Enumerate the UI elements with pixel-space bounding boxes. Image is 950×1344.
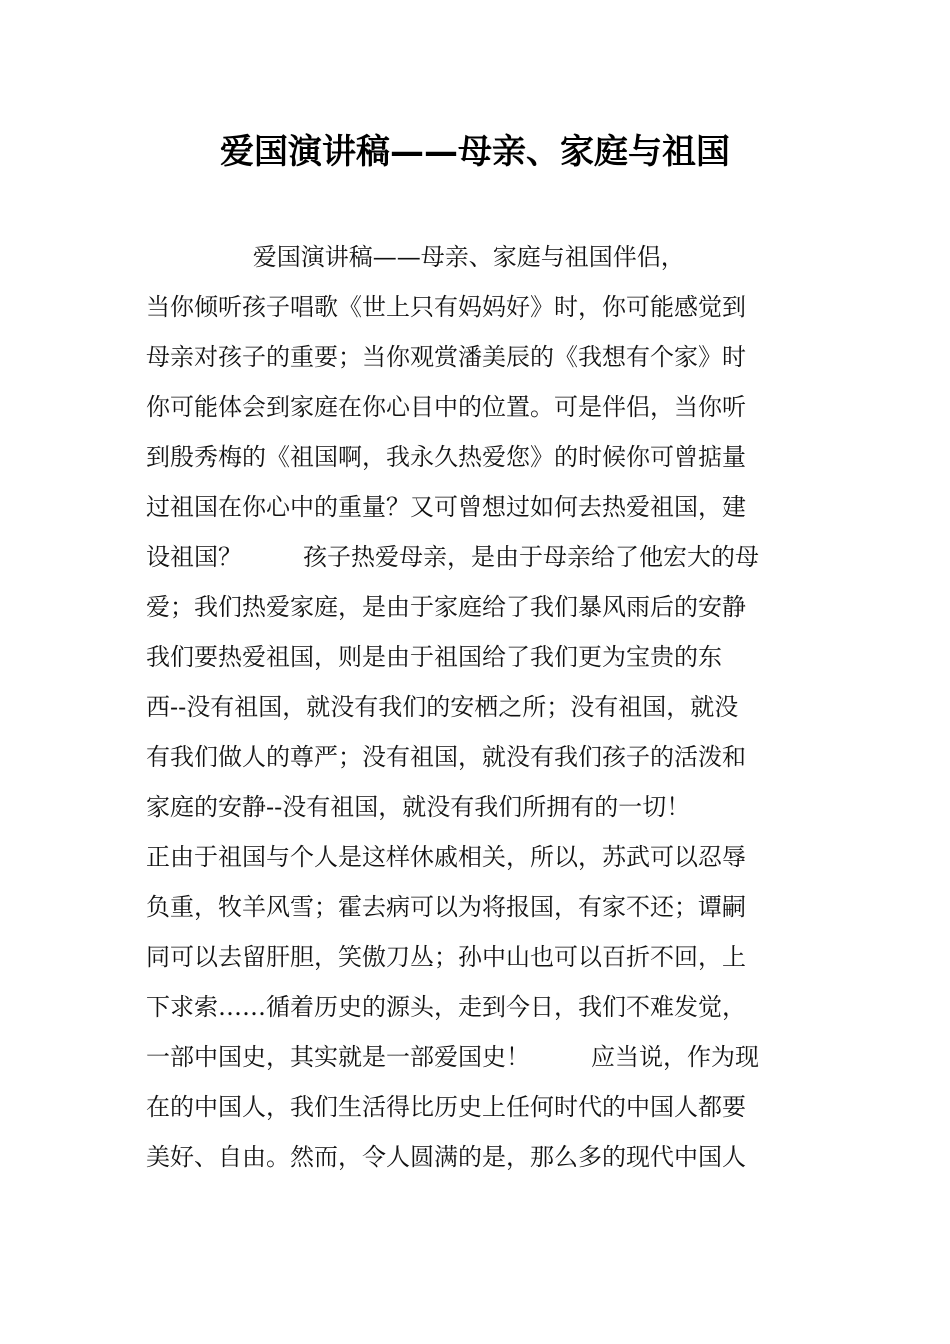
body-line: 下求索……循着历史的源头，走到今日，我们不难发觉， <box>146 993 746 1021</box>
document-body <box>146 232 806 1182</box>
body-line: 我们要热爱祖国，则是由于祖国给了我们更为宝贵的东 <box>146 643 722 671</box>
body-line: 西--没有祖国，就没有我们的安栖之所；没有祖国，就没 <box>146 693 739 721</box>
body-line: 一部中国史，其实就是一部爱国史！ 应当说，作为现 <box>146 1043 760 1071</box>
body-line: 当你倾听孩子唱歌《世上只有妈妈好》时，你可能感觉到 <box>146 293 746 321</box>
body-line: 爱；我们热爱家庭，是由于家庭给了我们暴风雨后的安静 <box>146 593 746 621</box>
body-line: 美好、自由。然而，令人圆满的是，那么多的现代中国人 <box>146 1143 746 1171</box>
body-line: 在的中国人，我们生活得比历史上任何时代的中国人都要 <box>146 1093 746 1121</box>
body-line: 有我们做人的尊严；没有祖国，就没有我们孩子的活泼和 <box>146 743 746 771</box>
body-line: 过祖国在你心中的重量？又可曾想过如何去热爱祖国，建 <box>146 493 746 521</box>
body-line: 同可以去留肝胆，笑傲刀丛；孙中山也可以百折不回，上 <box>146 943 746 971</box>
document-title: 爱国演讲稿——母亲、家庭与祖国 <box>220 132 730 172</box>
body-line: 设祖国？ 孩子热爱母亲，是由于母亲给了他宏大的母 <box>146 543 760 571</box>
body-line: 你可能体会到家庭在你心目中的位置。可是伴侣，当你听 <box>146 393 746 421</box>
body-line: 正由于祖国与个人是这样休戚相关，所以，苏武可以忍辱 <box>146 843 746 871</box>
body-line: 母亲对孩子的重要；当你观赏潘美辰的《我想有个家》时 <box>146 343 746 371</box>
body-line: 家庭的安静--没有祖国，就没有我们所拥有的一切！ <box>146 793 691 821</box>
body-line: 到殷秀梅的《祖国啊，我永久热爱您》的时候你可曾掂量 <box>146 443 746 471</box>
body-line: 爱国演讲稿——母亲、家庭与祖国伴侣， <box>146 243 685 271</box>
body-line: 负重，牧羊风雪；霍去病可以为将报国，有家不还；谭嗣 <box>146 893 746 921</box>
